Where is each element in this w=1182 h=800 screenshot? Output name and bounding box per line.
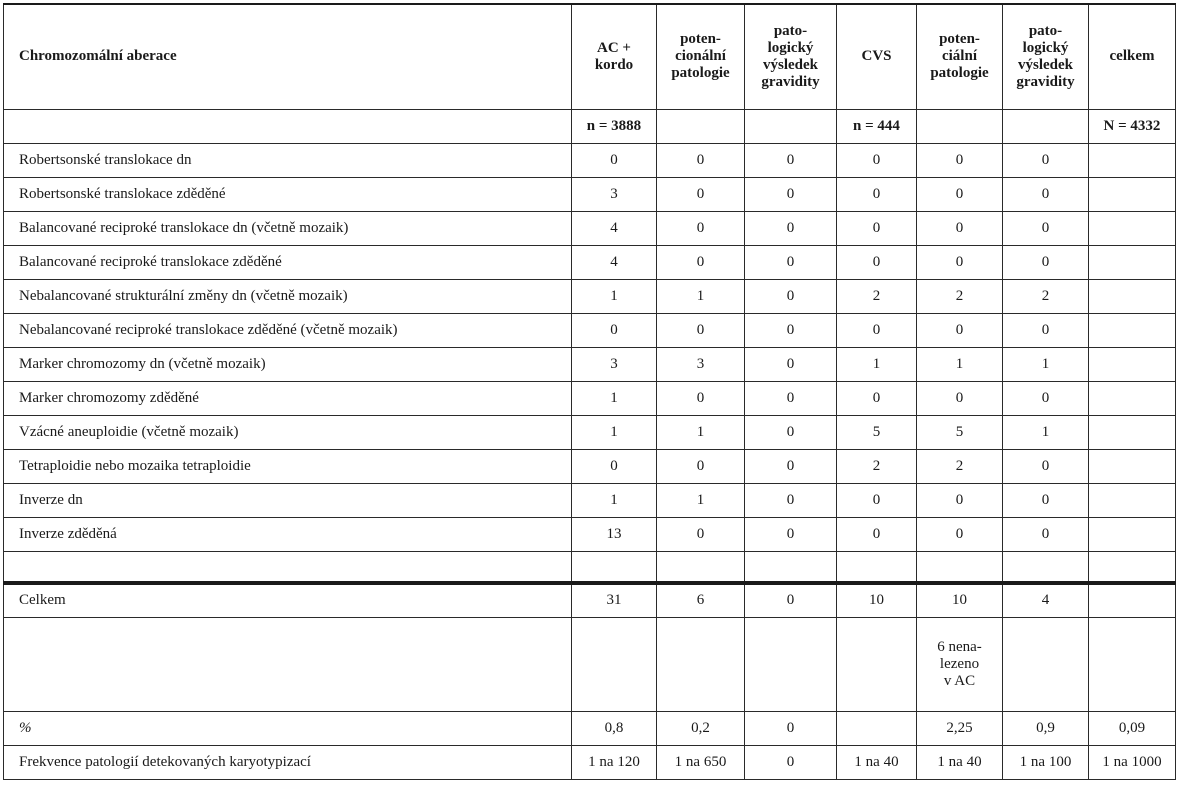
cell-total xyxy=(1089,177,1176,211)
cell-ac: 1 xyxy=(572,483,657,517)
cell-cvs_pot: 0 xyxy=(917,517,1003,551)
cell-ac_pot: 0 xyxy=(657,143,745,177)
header-cvs xyxy=(837,4,917,109)
cell-cvs_pato: 4 xyxy=(1003,583,1089,617)
note-row xyxy=(4,617,1176,711)
header-row xyxy=(4,4,1176,109)
cell-ac_pato: 0 xyxy=(745,583,837,617)
cell-ac_pato: 0 xyxy=(745,745,837,779)
cell-cvs_pot: 0 xyxy=(917,483,1003,517)
table-row xyxy=(4,517,1176,551)
cell-cvs_pot: 0 xyxy=(917,177,1003,211)
header-ac-pathological xyxy=(745,4,837,109)
cell-cvs_pot: 2 xyxy=(917,449,1003,483)
table-row xyxy=(4,347,1176,381)
cell-ac xyxy=(572,551,657,583)
percent-row xyxy=(4,711,1176,745)
cell-label: Balancované reciproké translokace zděděné xyxy=(4,245,572,279)
cell-label: Robertsonské translokace dn xyxy=(4,143,572,177)
cell-ac_pato: 0 xyxy=(745,711,837,745)
note-line: lezeno xyxy=(939,655,980,672)
cell-ac_pot: 0 xyxy=(657,517,745,551)
cell-ac_pot: 0 xyxy=(657,211,745,245)
cell-cvs: 0 xyxy=(837,211,917,245)
cell-cvs_pato xyxy=(1003,617,1089,711)
cell-cvs_pato: 0,9 xyxy=(1003,711,1089,745)
cell-ac_pot xyxy=(657,617,745,711)
cell-ac: 1 xyxy=(572,279,657,313)
cell-cvs: 1 na 40 xyxy=(837,745,917,779)
cell-label: Inverze dn xyxy=(4,483,572,517)
cell-cvs xyxy=(837,711,917,745)
cell-ac_pato: 0 xyxy=(745,143,837,177)
table-row xyxy=(4,415,1176,449)
header-ac-pathological-line: pato- xyxy=(773,22,808,39)
cell-cvs: 0 xyxy=(837,483,917,517)
cell-cvs: 2 xyxy=(837,279,917,313)
sample-size-empty xyxy=(917,109,1003,143)
cell-ac_pato: 0 xyxy=(745,449,837,483)
cell-total xyxy=(1089,415,1176,449)
cell-total: 1 na 1000 xyxy=(1089,745,1176,779)
cell-cvs: 0 xyxy=(837,517,917,551)
header-ac xyxy=(572,4,657,109)
cell-ac_pato: 0 xyxy=(745,279,837,313)
cell-cvs_pato: 0 xyxy=(1003,143,1089,177)
cell-cvs_pot: 5 xyxy=(917,415,1003,449)
cell-ac_pot: 1 na 650 xyxy=(657,745,745,779)
cell-total xyxy=(1089,313,1176,347)
table-row xyxy=(4,177,1176,211)
cell-cvs_pot: 2,25 xyxy=(917,711,1003,745)
cell-ac: 13 xyxy=(572,517,657,551)
cell-cvs_pot: 0 xyxy=(917,211,1003,245)
header-ac-potential xyxy=(657,4,745,109)
cell-total xyxy=(1089,381,1176,415)
header-ac-pathological-line: gravidity xyxy=(761,73,820,90)
header-label: Chromozomální aberace xyxy=(4,4,572,109)
cell-ac: 31 xyxy=(572,583,657,617)
note-line: v AC xyxy=(943,672,976,689)
cell-ac_pot: 1 xyxy=(657,279,745,313)
cell-cvs_pato: 0 xyxy=(1003,483,1089,517)
cell-total xyxy=(1089,211,1176,245)
header-total xyxy=(1089,4,1176,109)
header-cvs-potential-line: patologie xyxy=(930,65,989,82)
note-line: 6 nena- xyxy=(937,638,982,655)
cell-cvs: 5 xyxy=(837,415,917,449)
cell-label: Robertsonské translokace zděděné xyxy=(4,177,572,211)
cell-ac_pot xyxy=(657,551,745,583)
table-row xyxy=(4,245,1176,279)
cell-ac_pato: 0 xyxy=(745,415,837,449)
cell-cvs_pato: 0 xyxy=(1003,313,1089,347)
frequency-row xyxy=(4,745,1176,779)
cell-ac: 4 xyxy=(572,211,657,245)
cell-ac_pato xyxy=(745,617,837,711)
sample-size-total: N = 4332 xyxy=(1089,109,1176,143)
header-cvs-pathological-line: gravidity xyxy=(1016,73,1075,90)
cell-cvs_pot: 0 xyxy=(917,143,1003,177)
cell-cvs_pato: 0 xyxy=(1003,517,1089,551)
cell-total xyxy=(1089,143,1176,177)
cell-ac: 1 xyxy=(572,381,657,415)
cell-label: Inverze zděděná xyxy=(4,517,572,551)
cell-ac: 0 xyxy=(572,313,657,347)
sample-size-empty xyxy=(657,109,745,143)
cell-label: Celkem xyxy=(4,583,572,617)
cell-cvs_pato: 0 xyxy=(1003,245,1089,279)
total-row xyxy=(4,583,1176,617)
cell-label: Marker chromozomy dn (včetně mozaik) xyxy=(4,347,572,381)
cell-label xyxy=(4,617,572,711)
cell-ac_pato: 0 xyxy=(745,381,837,415)
table-row xyxy=(4,143,1176,177)
cell-label: Vzácné aneuploidie (včetně mozaik) xyxy=(4,415,572,449)
cell-cvs: 0 xyxy=(837,177,917,211)
cell-ac_pot: 1 xyxy=(657,415,745,449)
header-ac-potential-line: patologie xyxy=(671,65,730,82)
table-row xyxy=(4,483,1176,517)
cell-ac: 0,8 xyxy=(572,711,657,745)
cell-ac: 3 xyxy=(572,347,657,381)
sample-size-empty xyxy=(745,109,837,143)
header-ac-line: kordo xyxy=(594,56,634,73)
note-cvs-potential xyxy=(917,617,1003,711)
cell-ac: 0 xyxy=(572,143,657,177)
cell-cvs xyxy=(837,617,917,711)
cell-ac: 0 xyxy=(572,449,657,483)
sample-size-cvs: n = 444 xyxy=(837,109,917,143)
table-row xyxy=(4,449,1176,483)
cell-ac_pato: 0 xyxy=(745,245,837,279)
cell-cvs_pato: 0 xyxy=(1003,381,1089,415)
cell-cvs: 0 xyxy=(837,245,917,279)
cell-ac_pato: 0 xyxy=(745,483,837,517)
cell-cvs_pot: 1 xyxy=(917,347,1003,381)
sample-size-empty xyxy=(1003,109,1089,143)
cell-cvs: 2 xyxy=(837,449,917,483)
cell-ac_pato: 0 xyxy=(745,517,837,551)
table-row xyxy=(4,313,1176,347)
cell-label: Frekvence patologií detekovaných karyotypizací xyxy=(4,745,572,779)
cell-cvs: 0 xyxy=(837,143,917,177)
cell-label: % xyxy=(4,711,572,745)
cell-cvs xyxy=(837,551,917,583)
cell-ac_pot: 0 xyxy=(657,381,745,415)
cell-label: Balancované reciproké translokace dn (včetně mozaik) xyxy=(4,211,572,245)
cell-cvs: 0 xyxy=(837,381,917,415)
cell-total xyxy=(1089,449,1176,483)
cell-cvs_pot: 1 na 40 xyxy=(917,745,1003,779)
cell-ac_pot: 3 xyxy=(657,347,745,381)
table-row xyxy=(4,381,1176,415)
cell-cvs_pato: 0 xyxy=(1003,449,1089,483)
cell-cvs: 0 xyxy=(837,313,917,347)
cell-ac: 3 xyxy=(572,177,657,211)
cell-total xyxy=(1089,583,1176,617)
sample-size-row xyxy=(4,109,1176,143)
cell-total xyxy=(1089,517,1176,551)
cell-cvs_pato: 1 na 100 xyxy=(1003,745,1089,779)
cell-cvs: 1 xyxy=(837,347,917,381)
cell-ac: 4 xyxy=(572,245,657,279)
cell-ac: 1 xyxy=(572,415,657,449)
header-ac-potential-line: poten- xyxy=(680,31,721,48)
header-cvs-pathological-line: logický xyxy=(1022,39,1069,56)
cell-total xyxy=(1089,347,1176,381)
table-body xyxy=(4,109,1176,779)
cell-label xyxy=(4,551,572,583)
cell-ac_pato: 0 xyxy=(745,313,837,347)
cell-ac_pot: 0,2 xyxy=(657,711,745,745)
cell-ac_pot: 0 xyxy=(657,177,745,211)
cell-label: Marker chromozomy zděděné xyxy=(4,381,572,415)
cell-cvs_pato: 2 xyxy=(1003,279,1089,313)
header-cvs-pathological-line: pato- xyxy=(1028,22,1063,39)
cell-label: Nebalancované strukturální změny dn (včetně mozaik) xyxy=(4,279,572,313)
cell-cvs_pot: 2 xyxy=(917,279,1003,313)
cell-ac_pot: 1 xyxy=(657,483,745,517)
aberration-table xyxy=(3,3,1176,780)
header-total-line: celkem xyxy=(1109,48,1155,65)
cell-ac_pato: 0 xyxy=(745,177,837,211)
cell-cvs_pato: 1 xyxy=(1003,347,1089,381)
header-cvs-potential xyxy=(917,4,1003,109)
cell-cvs_pato: 0 xyxy=(1003,211,1089,245)
cell-total xyxy=(1089,279,1176,313)
cell-cvs_pot: 0 xyxy=(917,313,1003,347)
sample-size-label xyxy=(4,109,572,143)
header-ac-pathological-line: výsledek xyxy=(762,56,818,73)
cell-cvs_pot xyxy=(917,551,1003,583)
cell-ac_pato: 0 xyxy=(745,211,837,245)
sample-size-ac: n = 3888 xyxy=(572,109,657,143)
cell-cvs_pot: 0 xyxy=(917,381,1003,415)
header-cvs-pathological xyxy=(1003,4,1089,109)
cell-total xyxy=(1089,483,1176,517)
cell-cvs_pot: 0 xyxy=(917,245,1003,279)
cell-label: Nebalancované reciproké translokace zděděné (včetně mozaik) xyxy=(4,313,572,347)
cell-ac_pot: 0 xyxy=(657,313,745,347)
cell-cvs_pato: 0 xyxy=(1003,177,1089,211)
cell-ac_pot: 0 xyxy=(657,245,745,279)
header-cvs-potential-line: ciální xyxy=(941,48,977,65)
header-ac-potential-line: cionální xyxy=(675,48,726,65)
cell-ac_pot: 0 xyxy=(657,449,745,483)
header-ac-pathological-line: logický xyxy=(767,39,814,56)
cell-total xyxy=(1089,617,1176,711)
header-ac-line: AC + xyxy=(597,39,631,56)
cell-ac_pato: 0 xyxy=(745,347,837,381)
cell-ac_pot: 6 xyxy=(657,583,745,617)
cell-cvs: 10 xyxy=(837,583,917,617)
header-cvs-line: CVS xyxy=(861,48,892,65)
cell-cvs_pato: 1 xyxy=(1003,415,1089,449)
table-row xyxy=(4,211,1176,245)
header-cvs-potential-line: poten- xyxy=(939,31,980,48)
cell-cvs_pato xyxy=(1003,551,1089,583)
cell-label: Tetraploidie nebo mozaika tetraploidie xyxy=(4,449,572,483)
cell-cvs_pot: 10 xyxy=(917,583,1003,617)
header-cvs-pathological-line: výsledek xyxy=(1017,56,1073,73)
cell-total xyxy=(1089,551,1176,583)
cell-total xyxy=(1089,245,1176,279)
cell-ac xyxy=(572,617,657,711)
table-row xyxy=(4,279,1176,313)
cell-ac: 1 na 120 xyxy=(572,745,657,779)
spacer-row xyxy=(4,551,1176,583)
cell-total: 0,09 xyxy=(1089,711,1176,745)
cell-ac_pato xyxy=(745,551,837,583)
